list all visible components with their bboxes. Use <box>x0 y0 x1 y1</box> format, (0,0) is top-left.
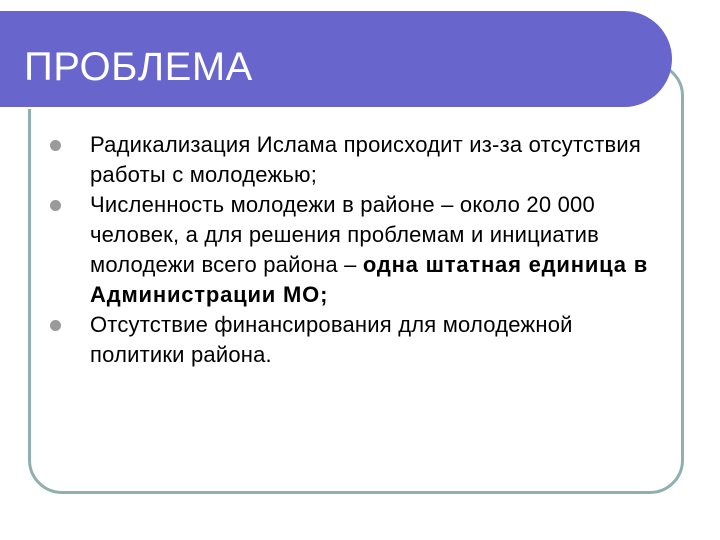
bullet-item-1 <box>50 130 660 190</box>
bullet-dot-icon <box>50 320 61 331</box>
bullet-dot-icon <box>50 200 61 211</box>
bullet-dot-icon <box>50 140 61 151</box>
bullet-item-3 <box>50 310 660 370</box>
bullet-text-2: Численность молодежи в районе – около 20 000 человек, а для решения проблемам и инициатив молодежи всего района – <box>90 192 599 277</box>
bullet-item-2 <box>50 190 660 310</box>
title-bar <box>0 11 672 107</box>
bullet-text-1: Радикализация Ислама происходит из-за отсутствия работы с молодежью; <box>90 132 641 187</box>
title-underline <box>0 107 637 109</box>
page-title: ПРОБЛЕМА <box>24 45 253 89</box>
bullet-list <box>50 130 660 370</box>
bullet-bold-2: одна штатная единица в Администрации МО; <box>90 252 649 307</box>
bullet-text-3: Отсутствие финансирования для молодежной политики района. <box>90 312 573 367</box>
